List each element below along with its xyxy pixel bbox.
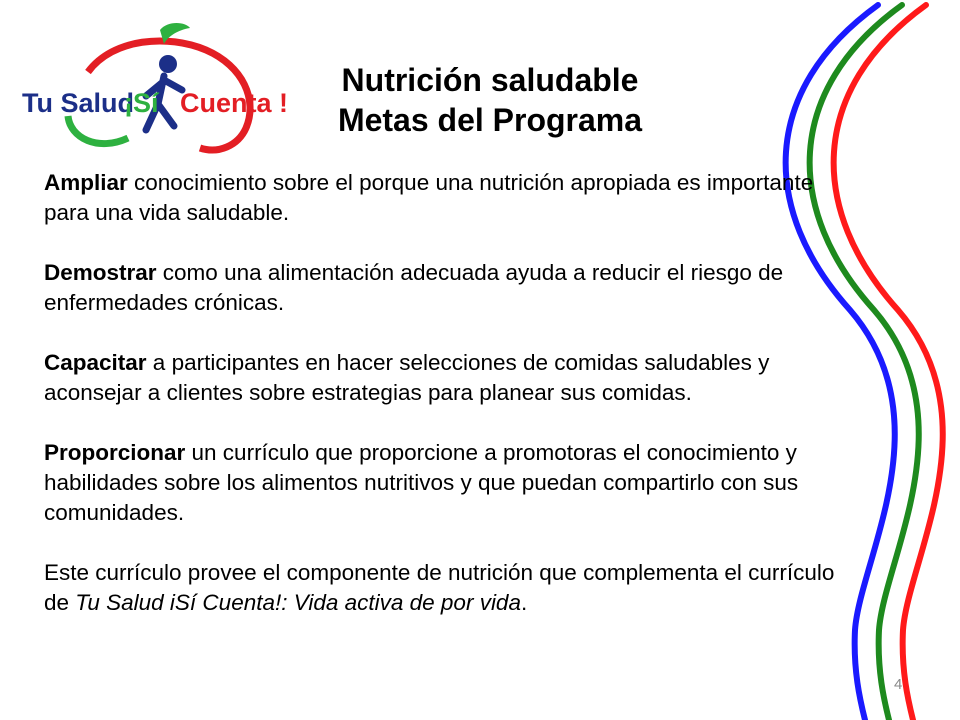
title-line-1: Nutrición saludable [341, 62, 639, 98]
program-name: Tu Salud iSí Cuenta!: Vida activa de por vida [75, 590, 521, 615]
tu-salud-logo [18, 20, 288, 162]
red-wave [834, 5, 943, 720]
goal-text: un currículo que proporcione a promotoras el conocimiento y habilidades sobre los alimentos nutritivos y que puedan compartirlo con sus comunidades. [44, 440, 799, 525]
logo-text-cuenta: Cuenta ! [180, 88, 288, 118]
goal-paragraph-2 [44, 258, 849, 318]
goal-keyword: Demostrar [44, 260, 157, 285]
goal-keyword: Capacitar [44, 350, 147, 375]
page-number: 4 [894, 676, 903, 693]
logo-text-si: ¡Sí [124, 88, 159, 118]
closing-text: Este currículo provee el componente de nutrición que complementa el currículo de [44, 560, 835, 615]
goal-text: a participantes en hacer selecciones de comidas saludables y aconsejar a clientes sobre estrategias para planear sus comidas. [44, 350, 770, 405]
slide-body [44, 168, 849, 618]
logo-figure-head-icon [159, 55, 177, 73]
goal-text: conocimiento sobre el porque una nutrición apropiada es importante para una vida saludable. [44, 170, 814, 225]
closing-paragraph [44, 558, 849, 618]
logo-green-swoosh [68, 116, 128, 144]
goal-keyword: Ampliar [44, 170, 128, 195]
goal-text: como una alimentación adecuada ayuda a reducir el riesgo de enfermedades crónicas. [44, 260, 784, 315]
closing-period: . [520, 590, 528, 615]
title-line-2: Metas del Programa [337, 102, 643, 138]
slide-title [280, 60, 700, 140]
goal-paragraph-1 [44, 168, 849, 228]
logo-text-tu-salud: Tu Salud [22, 88, 134, 118]
goal-paragraph-3 [44, 348, 849, 408]
goal-keyword: Proporcionar [44, 440, 186, 465]
goal-paragraph-4 [44, 438, 849, 528]
